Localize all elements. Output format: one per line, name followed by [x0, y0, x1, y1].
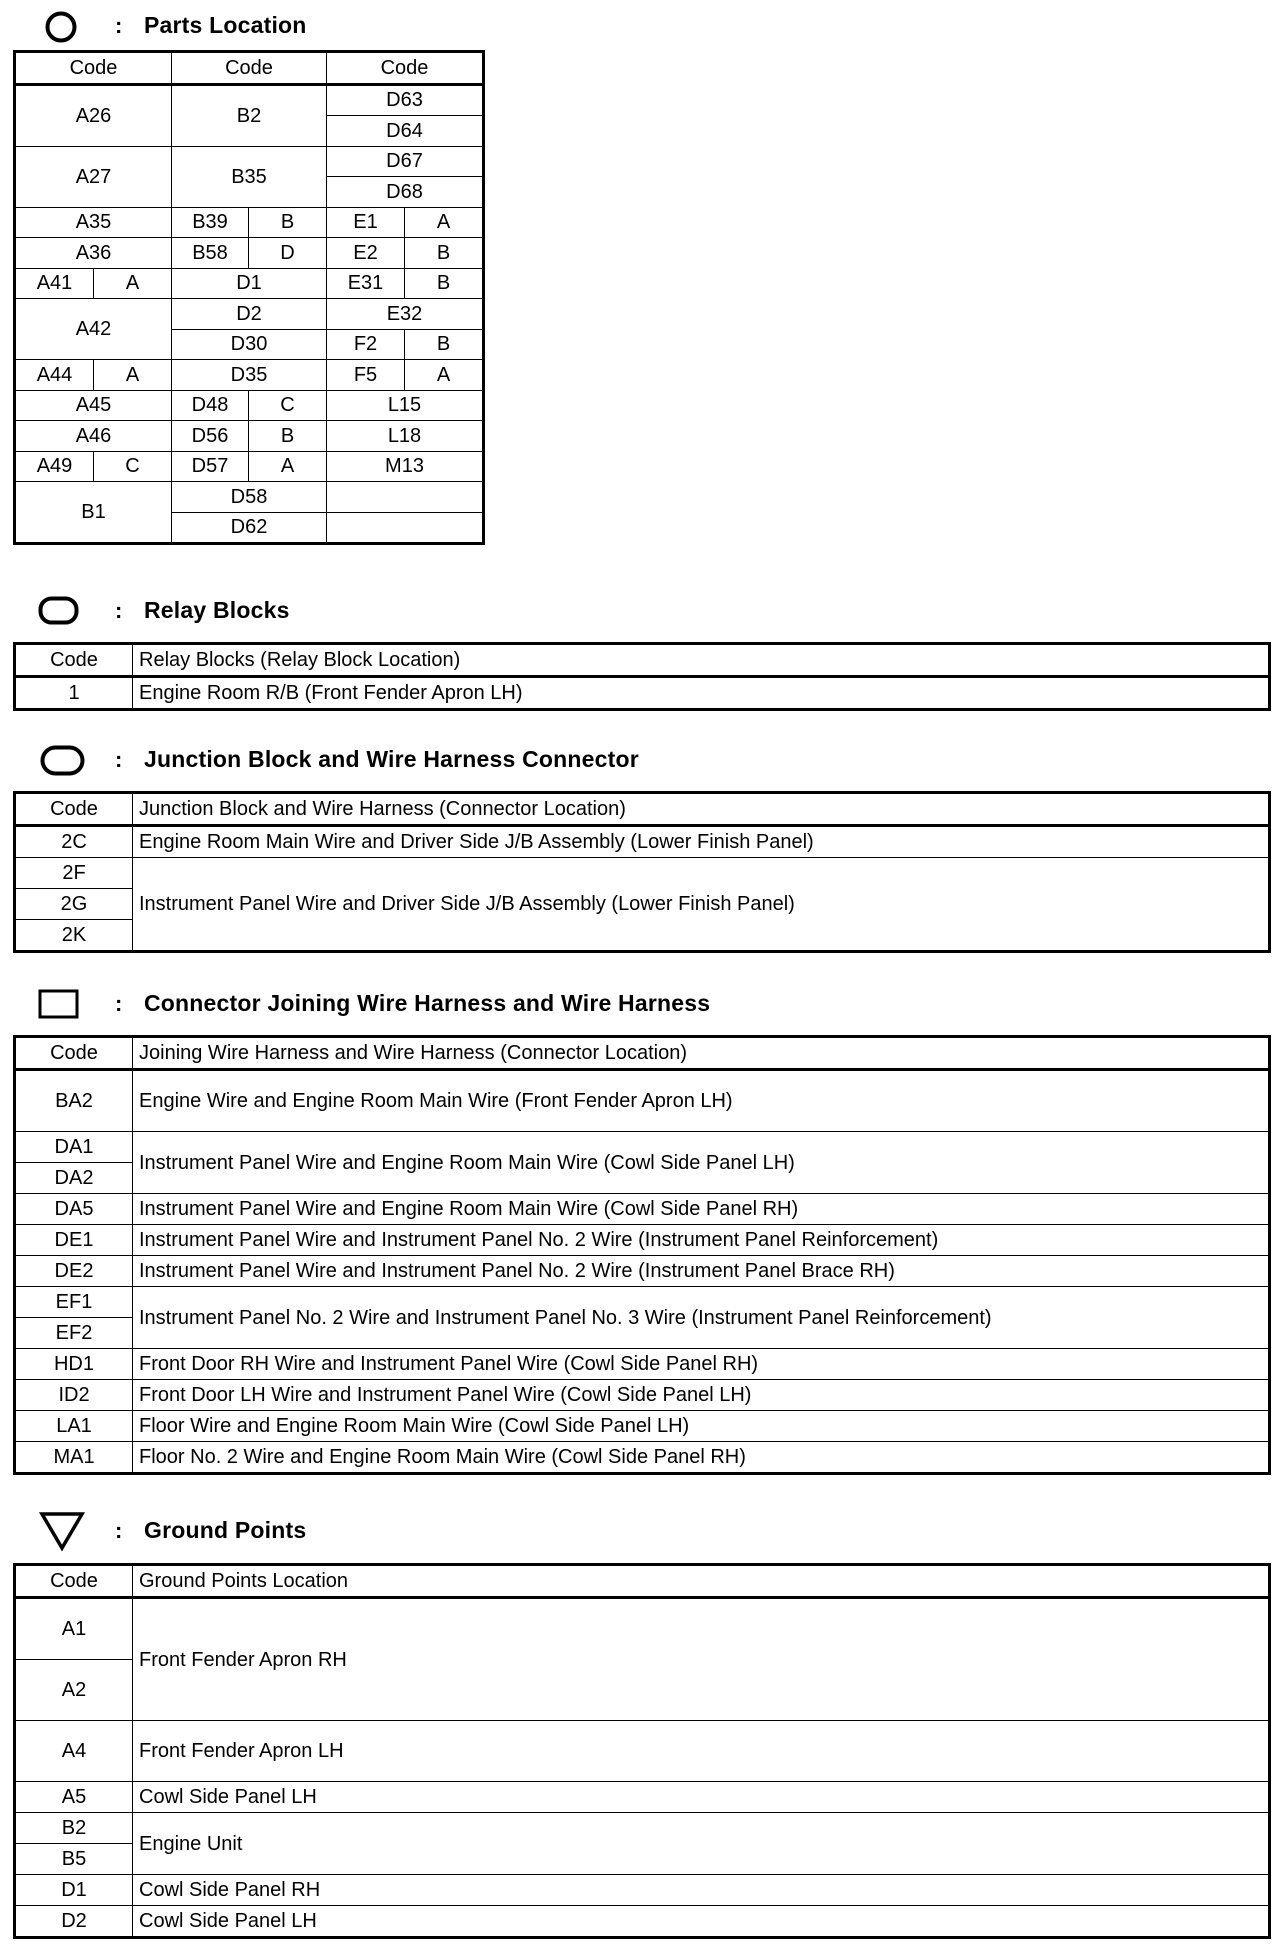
part-code: A46 [15, 421, 172, 452]
connector-description: Floor No. 2 Wire and Engine Room Main Wire (Cowl Side Panel RH) [133, 1442, 1270, 1474]
header-code: Code [172, 52, 327, 85]
connector-code: HD1 [15, 1349, 133, 1380]
ground-points-title: Ground Points [144, 1517, 307, 1543]
table-row [15, 421, 484, 452]
ground-code: A4 [15, 1721, 133, 1782]
part-code: D62 [172, 512, 327, 544]
parts-location-heading [0, 6, 1280, 50]
relay-blocks-title: Relay Blocks [144, 597, 290, 623]
table-row [15, 826, 1270, 858]
table-row [15, 1411, 1270, 1442]
connector-code: BA2 [15, 1070, 133, 1132]
ground-description: Cowl Side Panel LH [133, 1782, 1270, 1813]
ground-points-table [13, 1563, 1271, 1939]
part-sub-code: B [249, 207, 327, 238]
header-code: Code [15, 52, 172, 85]
part-code: B39 [172, 207, 249, 238]
part-code: D30 [172, 329, 327, 360]
junction-code: 2C [15, 826, 133, 858]
table-row [15, 1598, 1270, 1660]
ground-code: A1 [15, 1598, 133, 1660]
connector-code: DA5 [15, 1194, 133, 1225]
table-row [15, 1132, 1270, 1163]
part-sub-code: B [405, 268, 484, 299]
junction-description: Instrument Panel Wire and Driver Side J/B Assembly (Lower Finish Panel) [133, 858, 1270, 952]
header-description: Joining Wire Harness and Wire Harness (Connector Location) [133, 1037, 1270, 1070]
table-row [15, 1721, 1270, 1782]
connector-code: DA1 [15, 1132, 133, 1163]
junction-code: 2G [15, 889, 133, 920]
part-code: L18 [327, 421, 484, 452]
header-description: Ground Points Location [133, 1565, 1270, 1598]
table-header-row [15, 1037, 1270, 1070]
connector-code: LA1 [15, 1411, 133, 1442]
part-code: A41 [15, 268, 94, 299]
table-row [15, 1906, 1270, 1938]
table-header-row [15, 1565, 1270, 1598]
part-code: B1 [15, 482, 172, 544]
connector-code: DE1 [15, 1225, 133, 1256]
table-row [15, 1070, 1270, 1132]
heading-colon: : [115, 1518, 123, 1543]
table-row [15, 268, 484, 299]
junction-block-symbol-icon [40, 745, 86, 777]
connector-code: EF1 [15, 1287, 133, 1318]
connector-description: Instrument Panel Wire and Instrument Panel No. 2 Wire (Instrument Panel Brace RH) [133, 1256, 1270, 1287]
connector-code: DE2 [15, 1256, 133, 1287]
junction-block-table [13, 791, 1271, 953]
table-row [15, 1813, 1270, 1844]
connector-description: Floor Wire and Engine Room Main Wire (Cowl Side Panel LH) [133, 1411, 1270, 1442]
junction-description: Engine Room Main Wire and Driver Side J/B Assembly (Lower Finish Panel) [133, 826, 1270, 858]
ground-code: B2 [15, 1813, 133, 1844]
empty-cell [327, 482, 484, 513]
part-code: D63 [327, 84, 484, 116]
header-description: Relay Blocks (Relay Block Location) [133, 644, 1270, 677]
empty-cell [327, 512, 484, 544]
part-code: D1 [172, 268, 327, 299]
ground-points-heading [0, 1508, 1280, 1552]
table-row [15, 1287, 1270, 1318]
part-code: D35 [172, 360, 327, 391]
junction-block-heading [0, 739, 1280, 783]
part-code: A27 [15, 146, 172, 207]
part-sub-code: B [405, 329, 484, 360]
connector-description: Instrument Panel Wire and Engine Room Main Wire (Cowl Side Panel LH) [133, 1132, 1270, 1194]
table-row [15, 84, 484, 116]
part-sub-code: A [249, 451, 327, 482]
part-sub-code: A [405, 360, 484, 391]
part-code: D57 [172, 451, 249, 482]
ground-triangle-icon [38, 1510, 86, 1552]
connector-description: Front Door LH Wire and Instrument Panel Wire (Cowl Side Panel LH) [133, 1380, 1270, 1411]
part-code: D48 [172, 390, 249, 421]
parts-location-table [13, 50, 485, 545]
table-header-row [15, 793, 1270, 826]
part-code: E32 [327, 299, 484, 330]
part-code: A26 [15, 84, 172, 146]
part-code: E31 [327, 268, 405, 299]
table-row [15, 146, 484, 177]
ground-description: Engine Unit [133, 1813, 1270, 1875]
part-sub-code: B [405, 238, 484, 269]
table-row [15, 1442, 1270, 1474]
header-code: Code [327, 52, 484, 85]
ground-description: Cowl Side Panel LH [133, 1906, 1270, 1938]
table-row [15, 858, 1270, 889]
part-code: B2 [172, 84, 327, 146]
part-code: D2 [172, 299, 327, 330]
ground-code: D1 [15, 1875, 133, 1906]
part-code: F2 [327, 329, 405, 360]
connector-joining-table [13, 1035, 1271, 1475]
connector-description: Instrument Panel No. 2 Wire and Instrument Panel No. 3 Wire (Instrument Panel Reinforcement) [133, 1287, 1270, 1349]
connector-description: Instrument Panel Wire and Engine Room Main Wire (Cowl Side Panel RH) [133, 1194, 1270, 1225]
circle-symbol-icon [44, 10, 78, 44]
part-code: A44 [15, 360, 94, 391]
part-code: A45 [15, 390, 172, 421]
connector-code: ID2 [15, 1380, 133, 1411]
heading-colon: : [115, 991, 123, 1016]
relay-block-symbol-icon [38, 596, 80, 626]
table-row [15, 677, 1270, 710]
table-row [15, 1380, 1270, 1411]
heading-colon: : [115, 598, 123, 623]
header-code: Code [15, 1565, 133, 1598]
table-row [15, 482, 484, 513]
table-row [15, 1256, 1270, 1287]
part-code: B58 [172, 238, 249, 269]
ground-code: A2 [15, 1660, 133, 1721]
part-code: A49 [15, 451, 94, 482]
part-code: A36 [15, 238, 172, 269]
connector-description: Instrument Panel Wire and Instrument Panel No. 2 Wire (Instrument Panel Reinforcement) [133, 1225, 1270, 1256]
part-code: A35 [15, 207, 172, 238]
header-description: Junction Block and Wire Harness (Connector Location) [133, 793, 1270, 826]
connector-code: EF2 [15, 1318, 133, 1349]
header-code: Code [15, 644, 133, 677]
connector-code: DA2 [15, 1163, 133, 1194]
relay-blocks-table [13, 642, 1271, 711]
header-code: Code [15, 1037, 133, 1070]
connector-symbol-icon [38, 989, 80, 1021]
relay-code: 1 [15, 677, 133, 710]
table-header-row [15, 52, 484, 85]
ground-code: B5 [15, 1844, 133, 1875]
part-sub-code: C [249, 390, 327, 421]
junction-code: 2F [15, 858, 133, 889]
part-sub-code: A [94, 360, 172, 391]
part-code: D58 [172, 482, 327, 513]
part-code: M13 [327, 451, 484, 482]
ground-description: Front Fender Apron RH [133, 1598, 1270, 1721]
connector-joining-heading [0, 983, 1280, 1027]
ground-code: D2 [15, 1906, 133, 1938]
table-row [15, 360, 484, 391]
part-code: F5 [327, 360, 405, 391]
connector-joining-title: Connector Joining Wire Harness and Wire Harness [144, 990, 711, 1016]
part-sub-code: A [405, 207, 484, 238]
table-row [15, 1875, 1270, 1906]
part-code: E2 [327, 238, 405, 269]
connector-code: MA1 [15, 1442, 133, 1474]
table-row [15, 1225, 1270, 1256]
part-sub-code: A [94, 268, 172, 299]
heading-colon: : [115, 747, 123, 772]
relay-blocks-heading [0, 590, 1280, 634]
part-code: E1 [327, 207, 405, 238]
part-sub-code: C [94, 451, 172, 482]
part-code: D68 [327, 177, 484, 208]
table-row [15, 207, 484, 238]
part-code: D56 [172, 421, 249, 452]
part-code: D67 [327, 146, 484, 177]
table-row [15, 390, 484, 421]
part-code: D64 [327, 116, 484, 147]
ground-code: A5 [15, 1782, 133, 1813]
header-code: Code [15, 793, 133, 826]
table-row [15, 238, 484, 269]
part-sub-code: D [249, 238, 327, 269]
relay-description: Engine Room R/B (Front Fender Apron LH) [133, 677, 1270, 710]
table-row [15, 299, 484, 330]
table-row [15, 1194, 1270, 1225]
part-code: A42 [15, 299, 172, 360]
junction-block-title: Junction Block and Wire Harness Connector [144, 746, 639, 772]
table-row [15, 1782, 1270, 1813]
part-code: L15 [327, 390, 484, 421]
ground-description: Front Fender Apron LH [133, 1721, 1270, 1782]
heading-colon: : [115, 13, 123, 38]
part-code: B35 [172, 146, 327, 207]
ground-description: Cowl Side Panel RH [133, 1875, 1270, 1906]
parts-location-title: Parts Location [144, 12, 307, 38]
table-header-row [15, 644, 1270, 677]
connector-description: Engine Wire and Engine Room Main Wire (Front Fender Apron LH) [133, 1070, 1270, 1132]
connector-description: Front Door RH Wire and Instrument Panel Wire (Cowl Side Panel RH) [133, 1349, 1270, 1380]
table-row [15, 451, 484, 482]
junction-code: 2K [15, 920, 133, 952]
part-sub-code: B [249, 421, 327, 452]
table-row [15, 1349, 1270, 1380]
